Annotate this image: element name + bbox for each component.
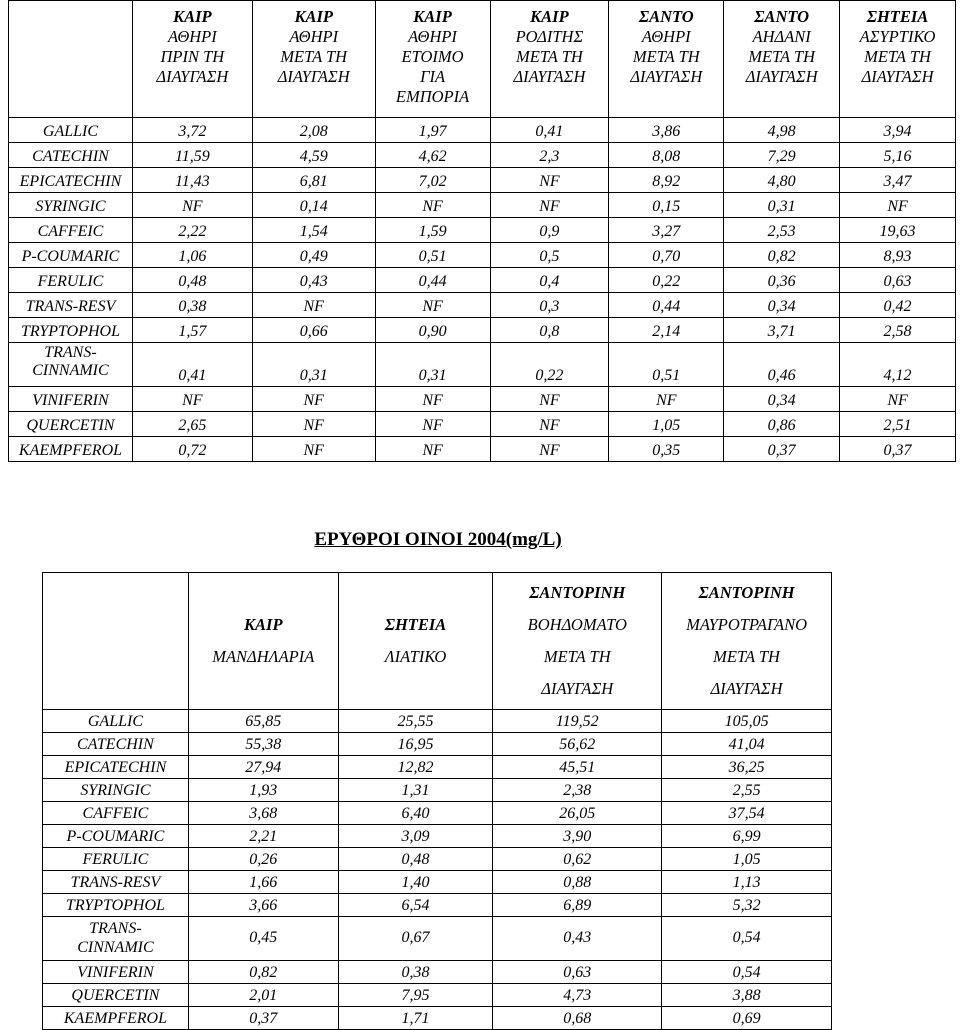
compound-name: TRANS- (89, 920, 142, 937)
value-cell: 0,3 (490, 293, 609, 318)
value-cell: NF (375, 437, 490, 462)
value-cell: 0,82 (188, 961, 338, 984)
header-line: ΑΘΗΡΙ (289, 27, 339, 46)
header-line: ΜΕΤΑ ΤΗ (632, 47, 700, 66)
table1-row (9, 193, 956, 218)
value-cell: 3,68 (188, 802, 338, 825)
table1-header-row (9, 1, 956, 118)
header-line: ΓΙΑ (420, 67, 446, 86)
value-cell: 0,86 (724, 412, 840, 437)
value-cell: 4,98 (724, 118, 840, 143)
value-cell: 36,25 (662, 756, 832, 779)
table2-body (43, 710, 832, 1030)
value-cell: 56,62 (493, 733, 662, 756)
compound-name: P-COUMARIC (21, 248, 120, 265)
table1-header-col (724, 1, 840, 118)
table2-header-row (43, 573, 832, 710)
value-cell: 0,70 (609, 243, 724, 268)
compound-label (9, 243, 133, 268)
header-line: ΛΙΑΤΙΚΟ (384, 647, 447, 666)
compound-name: QUERCETIN (71, 987, 160, 1004)
table2-row (43, 984, 832, 1007)
table2-row (43, 848, 832, 871)
compound-label (9, 412, 133, 437)
value-cell: 2,14 (609, 318, 724, 343)
table1-row (9, 293, 956, 318)
value-cell: 0,88 (493, 871, 662, 894)
value-cell: 27,94 (188, 756, 338, 779)
header-line: ΜΕΤΑ ΤΗ (516, 47, 583, 66)
table2-row (43, 779, 832, 802)
value-cell: 0,63 (493, 961, 662, 984)
value-cell: 0,54 (662, 961, 832, 984)
header-line: ΔΙΑΥΓΑΣΗ (541, 679, 614, 698)
compound-label (43, 848, 189, 871)
value-cell: 4,73 (493, 984, 662, 1007)
value-cell: NF (490, 437, 609, 462)
value-cell: 0,9 (490, 218, 609, 243)
value-cell: 8,93 (840, 243, 956, 268)
value-cell: NF (252, 412, 375, 437)
value-cell: 1,93 (188, 779, 338, 802)
value-cell: 0,15 (609, 193, 724, 218)
table1-row (9, 343, 956, 387)
table1-row (9, 243, 956, 268)
value-cell: 2,51 (840, 412, 956, 437)
compound-name: SYRINGIC (35, 198, 106, 215)
value-cell: 6,81 (252, 168, 375, 193)
compound-label (43, 710, 189, 733)
compound-label (9, 318, 133, 343)
header-line: ΑΘΗΡΙ (641, 27, 691, 46)
header-line: ΔΙΑΥΓΑΣΗ (861, 67, 934, 86)
value-cell: 2,58 (840, 318, 956, 343)
value-cell: 1,40 (338, 871, 493, 894)
value-cell: 11,59 (132, 143, 252, 168)
value-cell: 1,13 (662, 871, 832, 894)
value-cell: 0,68 (493, 1007, 662, 1030)
header-line: ΣΗΤΕΙΑ (866, 7, 929, 26)
table2-row (43, 802, 832, 825)
value-cell: 0,46 (724, 343, 840, 387)
value-cell: 7,95 (338, 984, 493, 1007)
compound-name: TRYPTOPHOL (20, 323, 120, 340)
value-cell: 0,38 (338, 961, 493, 984)
value-cell: NF (490, 193, 609, 218)
value-cell: 1,66 (188, 871, 338, 894)
compound-name: CAFFEIC (37, 223, 104, 240)
header-line (189, 577, 338, 609)
value-cell: 0,63 (840, 268, 956, 293)
header-line: ΕΤΟΙΜΟ (401, 47, 464, 66)
compound-label (9, 168, 133, 193)
value-cell: NF (252, 293, 375, 318)
value-cell: NF (375, 193, 490, 218)
value-cell: 2,21 (188, 825, 338, 848)
header-line: ΕΜΠΟΡΙΑ (395, 87, 470, 106)
value-cell: 2,22 (132, 218, 252, 243)
compound-name: TRYPTOPHOL (65, 897, 165, 914)
table1-header-col (490, 1, 609, 118)
table1-body (9, 118, 956, 462)
compound-label (9, 293, 133, 318)
compound-label (9, 193, 133, 218)
compound-label (9, 343, 133, 387)
header-line: ΣΑΝΤΟ (638, 7, 694, 26)
table1-row (9, 437, 956, 462)
header-line: ΔΙΑΥΓΑΣΗ (513, 67, 586, 86)
value-cell: 55,38 (188, 733, 338, 756)
header-line: ΚΑΙΡ (413, 7, 452, 26)
value-cell: 0,48 (132, 268, 252, 293)
value-cell: 37,54 (662, 802, 832, 825)
value-cell: 4,59 (252, 143, 375, 168)
value-cell: NF (490, 412, 609, 437)
header-line: ΠΡΙΝ ΤΗ (160, 47, 225, 66)
value-cell: 0,67 (338, 917, 493, 961)
value-cell: 3,47 (840, 168, 956, 193)
compound-label (9, 268, 133, 293)
table1-header-col (609, 1, 724, 118)
value-cell: 1,05 (609, 412, 724, 437)
header-line: ΜΕΤΑ ΤΗ (864, 47, 931, 66)
value-cell: 0,72 (132, 437, 252, 462)
value-cell: 0,5 (490, 243, 609, 268)
value-cell: 65,85 (188, 710, 338, 733)
header-line: ΡΟΔΙΤΗΣ (515, 27, 584, 46)
value-cell: 1,97 (375, 118, 490, 143)
header-line: ΜΕΤΑ ΤΗ (713, 647, 780, 666)
value-cell: 3,86 (609, 118, 724, 143)
value-cell: 0,36 (724, 268, 840, 293)
value-cell: 1,57 (132, 318, 252, 343)
value-cell: NF (252, 387, 375, 412)
value-cell: 3,94 (840, 118, 956, 143)
value-cell: 0,51 (375, 243, 490, 268)
header-line: ΑΣΥΡΤΙΚΟ (859, 27, 936, 46)
compound-name: CATECHIN (77, 736, 154, 753)
table1-header-col (375, 1, 490, 118)
value-cell: 0,44 (375, 268, 490, 293)
header-line: ΜΕΤΑ ΤΗ (543, 647, 611, 666)
value-cell: NF (252, 437, 375, 462)
compound-name-cont: CINNAMIC (32, 362, 109, 379)
value-cell: 3,71 (724, 318, 840, 343)
value-cell: 2,53 (724, 218, 840, 243)
value-cell: NF (609, 387, 724, 412)
value-cell: 7,02 (375, 168, 490, 193)
compound-label (9, 437, 133, 462)
value-cell: 0,34 (724, 293, 840, 318)
value-cell: 0,66 (252, 318, 375, 343)
value-cell: 1,54 (252, 218, 375, 243)
value-cell: 0,4 (490, 268, 609, 293)
value-cell: 0,41 (490, 118, 609, 143)
compound-name: QUERCETIN (26, 417, 115, 434)
value-cell: 0,31 (375, 343, 490, 387)
compound-name: GALLIC (42, 123, 99, 140)
value-cell: 3,90 (493, 825, 662, 848)
value-cell: 0,31 (252, 343, 375, 387)
value-cell: NF (132, 387, 252, 412)
value-cell: NF (490, 168, 609, 193)
compound-label (43, 894, 189, 917)
header-line: ΚΑΙΡ (530, 7, 569, 26)
value-cell: 2,08 (252, 118, 375, 143)
value-cell: 119,52 (493, 710, 662, 733)
compound-name: CAFFEIC (82, 805, 149, 822)
value-cell: 0,43 (493, 917, 662, 961)
value-cell: 0,8 (490, 318, 609, 343)
compound-label (9, 218, 133, 243)
value-cell: 1,71 (338, 1007, 493, 1030)
compound-label (43, 756, 189, 779)
compound-label (43, 1007, 189, 1030)
compound-label (9, 387, 133, 412)
white-wines-table (8, 0, 956, 462)
compound-name: SYRINGIC (80, 782, 151, 799)
value-cell: 0,42 (840, 293, 956, 318)
value-cell: 0,51 (609, 343, 724, 387)
compound-name: TRANS- (44, 344, 97, 361)
value-cell: 11,43 (132, 168, 252, 193)
value-cell: 25,55 (338, 710, 493, 733)
table1-header-col (252, 1, 375, 118)
value-cell: 0,37 (724, 437, 840, 462)
value-cell: 2,65 (132, 412, 252, 437)
value-cell: 5,16 (840, 143, 956, 168)
value-cell: 0,37 (188, 1007, 338, 1030)
header-line: ΚΑΙΡ (294, 7, 333, 26)
header-line: ΑΗΔΑΝΙ (752, 27, 811, 46)
value-cell: 0,48 (338, 848, 493, 871)
value-cell: 0,14 (252, 193, 375, 218)
value-cell: 5,32 (662, 894, 832, 917)
header-line: ΜΑΝΔΗΛΑΡΙΑ (212, 647, 315, 666)
compound-label (43, 802, 189, 825)
header-line: ΣΑΝΤΟ (754, 7, 810, 26)
compound-label (43, 871, 189, 894)
value-cell: 2,3 (490, 143, 609, 168)
value-cell: NF (132, 193, 252, 218)
value-cell: 0,69 (662, 1007, 832, 1030)
value-cell: NF (490, 387, 609, 412)
value-cell: 0,41 (132, 343, 252, 387)
header-line: ΑΘΗΡΙ (408, 27, 457, 46)
value-cell: 3,66 (188, 894, 338, 917)
header-line: ΣΑΝΤΟΡΙΝΗ (698, 583, 795, 602)
value-cell: 16,95 (338, 733, 493, 756)
header-line: ΒΟΗΔΟΜΑΤΟ (527, 615, 627, 634)
value-cell: 4,62 (375, 143, 490, 168)
value-cell: 0,44 (609, 293, 724, 318)
value-cell: 6,89 (493, 894, 662, 917)
value-cell: 4,80 (724, 168, 840, 193)
value-cell: 0,26 (188, 848, 338, 871)
header-line: ΣΑΝΤΟΡΙΝΗ (529, 583, 626, 602)
value-cell: 2,01 (188, 984, 338, 1007)
compound-name: EPICATECHIN (64, 759, 167, 776)
value-cell: 6,54 (338, 894, 493, 917)
table1-header-corner (9, 1, 133, 118)
value-cell: 26,05 (493, 802, 662, 825)
value-cell: 41,04 (662, 733, 832, 756)
value-cell: 0,38 (132, 293, 252, 318)
value-cell: 2,38 (493, 779, 662, 802)
compound-name: VINIFERIN (77, 964, 154, 981)
table2-row (43, 961, 832, 984)
table2-header-col (188, 573, 338, 710)
table2-header-col (662, 573, 832, 710)
compound-name: TRANS-RESV (25, 298, 116, 315)
compound-name-cont: CINNAMIC (77, 939, 154, 956)
value-cell: NF (375, 293, 490, 318)
value-cell: 3,09 (338, 825, 493, 848)
table1-row (9, 218, 956, 243)
compound-label (9, 143, 133, 168)
header-line: ΔΙΑΥΓΑΣΗ (630, 67, 703, 86)
value-cell: 0,22 (609, 268, 724, 293)
header-line: ΚΑΙΡ (173, 7, 212, 26)
value-cell: 1,59 (375, 218, 490, 243)
value-cell: 1,06 (132, 243, 252, 268)
table2-row (43, 733, 832, 756)
table1-row (9, 412, 956, 437)
value-cell: NF (375, 387, 490, 412)
header-line: ΜΕΤΑ ΤΗ (280, 47, 348, 66)
header-line: ΔΙΑΥΓΑΣΗ (745, 67, 818, 86)
value-cell: 3,72 (132, 118, 252, 143)
compound-name: TRANS-RESV (70, 874, 161, 891)
table1-row (9, 168, 956, 193)
compound-name: KAEMPFEROL (63, 1010, 167, 1027)
value-cell: 7,29 (724, 143, 840, 168)
table2-row (43, 917, 832, 961)
value-cell: 2,55 (662, 779, 832, 802)
table2-row (43, 710, 832, 733)
value-cell: 6,99 (662, 825, 832, 848)
table1-header-col (132, 1, 252, 118)
value-cell: 0,35 (609, 437, 724, 462)
value-cell: NF (840, 193, 956, 218)
table1-row (9, 318, 956, 343)
value-cell: 4,12 (840, 343, 956, 387)
compound-name: GALLIC (87, 713, 143, 730)
red-wines-title: ΕΡΥΘΡΟΙ ΟΙΝΟΙ 2004(mg/L) (314, 529, 562, 550)
value-cell: 8,08 (609, 143, 724, 168)
value-cell: 3,88 (662, 984, 832, 1007)
value-cell: 3,27 (609, 218, 724, 243)
table2-header-col (493, 573, 662, 710)
table1-header-col (840, 1, 956, 118)
value-cell: 45,51 (493, 756, 662, 779)
compound-name: FERULIC (37, 273, 104, 290)
table2-row (43, 871, 832, 894)
compound-label (43, 733, 189, 756)
table1-row (9, 268, 956, 293)
value-cell: 8,92 (609, 168, 724, 193)
value-cell: 0,62 (493, 848, 662, 871)
value-cell: NF (375, 412, 490, 437)
header-line: ΑΘΗΡΙ (167, 27, 217, 46)
value-cell: NF (840, 387, 956, 412)
compound-name: P-COUMARIC (66, 828, 165, 845)
compound-label (43, 917, 189, 961)
compound-name: VINIFERIN (32, 392, 109, 409)
header-line: ΔΙΑΥΓΑΣΗ (710, 679, 783, 698)
value-cell: 6,40 (338, 802, 493, 825)
header-line: ΔΙΑΥΓΑΣΗ (277, 67, 350, 86)
value-cell: 0,43 (252, 268, 375, 293)
header-line: ΣΗΤΕΙΑ (384, 615, 447, 634)
table2-row (43, 825, 832, 848)
compound-label (9, 118, 133, 143)
compound-name: EPICATECHIN (19, 173, 122, 190)
value-cell: 0,37 (840, 437, 956, 462)
value-cell: 0,82 (724, 243, 840, 268)
compound-name: KAEMPFEROL (18, 442, 123, 459)
header-line: ΚΑΙΡ (244, 615, 283, 634)
compound-label (43, 779, 189, 802)
compound-name: FERULIC (82, 851, 149, 868)
value-cell: 1,31 (338, 779, 493, 802)
table1-row (9, 143, 956, 168)
compound-label (43, 984, 189, 1007)
header-line: ΜΕΤΑ ΤΗ (748, 47, 816, 66)
value-cell: 19,63 (840, 218, 956, 243)
value-cell: 0,54 (662, 917, 832, 961)
value-cell: 0,34 (724, 387, 840, 412)
value-cell: 0,31 (724, 193, 840, 218)
value-cell: 12,82 (338, 756, 493, 779)
header-line (339, 577, 493, 609)
value-cell: 0,22 (490, 343, 609, 387)
table2-row (43, 756, 832, 779)
value-cell: 0,90 (375, 318, 490, 343)
compound-label (43, 961, 189, 984)
table2-header-col (338, 573, 493, 710)
table2-row (43, 894, 832, 917)
table2-header-corner (43, 573, 189, 710)
header-line: ΔΙΑΥΓΑΣΗ (156, 67, 229, 86)
compound-name: CATECHIN (32, 148, 109, 165)
value-cell: 105,05 (662, 710, 832, 733)
value-cell: 0,49 (252, 243, 375, 268)
value-cell: 0,45 (188, 917, 338, 961)
value-cell: 1,05 (662, 848, 832, 871)
header-line: ΜΑΥΡΟΤΡΑΓΑΝΟ (686, 615, 808, 634)
table2-row (43, 1007, 832, 1030)
red-wines-table (42, 572, 832, 1030)
table1-row (9, 118, 956, 143)
compound-label (43, 825, 189, 848)
table1-row (9, 387, 956, 412)
